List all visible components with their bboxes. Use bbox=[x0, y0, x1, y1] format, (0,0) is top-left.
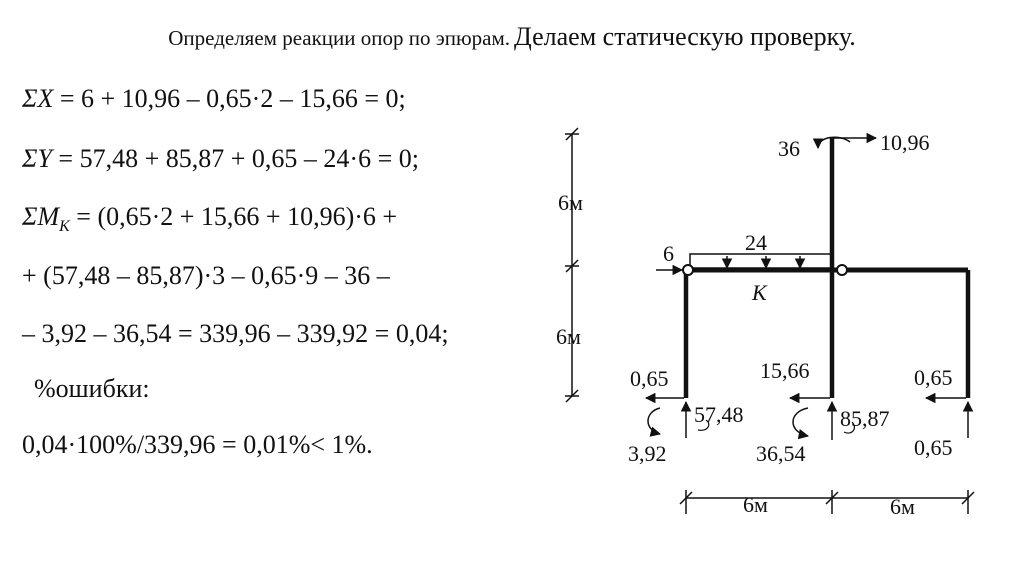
distributed-load-arrows bbox=[727, 256, 800, 268]
sum-y-expression: = 57,48 + 85,87 + 0,65 – 24·6 = 0; bbox=[51, 144, 419, 173]
dim-horizontal-right: 6м bbox=[890, 494, 915, 519]
sum-y-symbol: ΣY bbox=[22, 144, 52, 173]
sum-x-expression: = 6 + 10,96 – 0,65·2 – 15,66 = 0; bbox=[53, 84, 406, 113]
dim-horizontal-left: 6м bbox=[743, 492, 768, 517]
title-part-2: Делаем статическую проверку. bbox=[514, 22, 856, 51]
dim-vertical-lower: 6м bbox=[556, 324, 581, 349]
left-support-h: 0,65 bbox=[630, 366, 669, 391]
right-support-h: 0,65 bbox=[914, 365, 953, 390]
error-calculation: 0,04·100%/339,96 = 0,01%< 1%. bbox=[22, 430, 373, 459]
sum-m-subscript: K bbox=[59, 218, 70, 236]
frame-members bbox=[686, 138, 968, 398]
error-label: %ошибки: bbox=[34, 374, 150, 403]
moment-top-label: 36 bbox=[778, 136, 800, 161]
mid-support-h: 15,66 bbox=[760, 358, 810, 383]
point-force-left-label: 6 bbox=[663, 241, 674, 266]
sum-m-expression: = (0,65·2 + 15,66 + 10,96)·6 + bbox=[69, 202, 398, 231]
mid-support-v: 85,87 bbox=[840, 406, 890, 431]
left-moment-arrow bbox=[648, 408, 660, 434]
dim-vertical-upper: 6м bbox=[558, 190, 583, 215]
mid-support-m: 36,54 bbox=[756, 441, 806, 466]
right-support-v: 0,65 bbox=[914, 435, 953, 460]
vertical-dimension bbox=[565, 128, 579, 402]
sum-m-symbol: ΣM bbox=[22, 202, 60, 231]
point-k-label: K bbox=[752, 280, 767, 305]
equation-line-5: – 3,92 – 36,54 = 339,96 – 339,92 = 0,04; bbox=[22, 319, 449, 348]
left-support-v: 57,48 bbox=[694, 402, 744, 427]
dist-load-label: 24 bbox=[745, 230, 767, 255]
sum-x-symbol: ΣX bbox=[22, 84, 54, 113]
hinge-left bbox=[683, 265, 693, 275]
left-support-m: 3,92 bbox=[628, 441, 667, 466]
hinge-right bbox=[837, 265, 847, 275]
horizontal-dimension bbox=[680, 490, 974, 514]
mid-moment-arrow bbox=[793, 408, 808, 436]
force-top-label: 10,96 bbox=[880, 130, 930, 155]
title-part-1: Определяем реакции опор по эпюрам. bbox=[168, 26, 511, 50]
equation-line-4: + (57,48 – 85,87)·3 – 0,65·9 – 36 – bbox=[22, 261, 390, 290]
